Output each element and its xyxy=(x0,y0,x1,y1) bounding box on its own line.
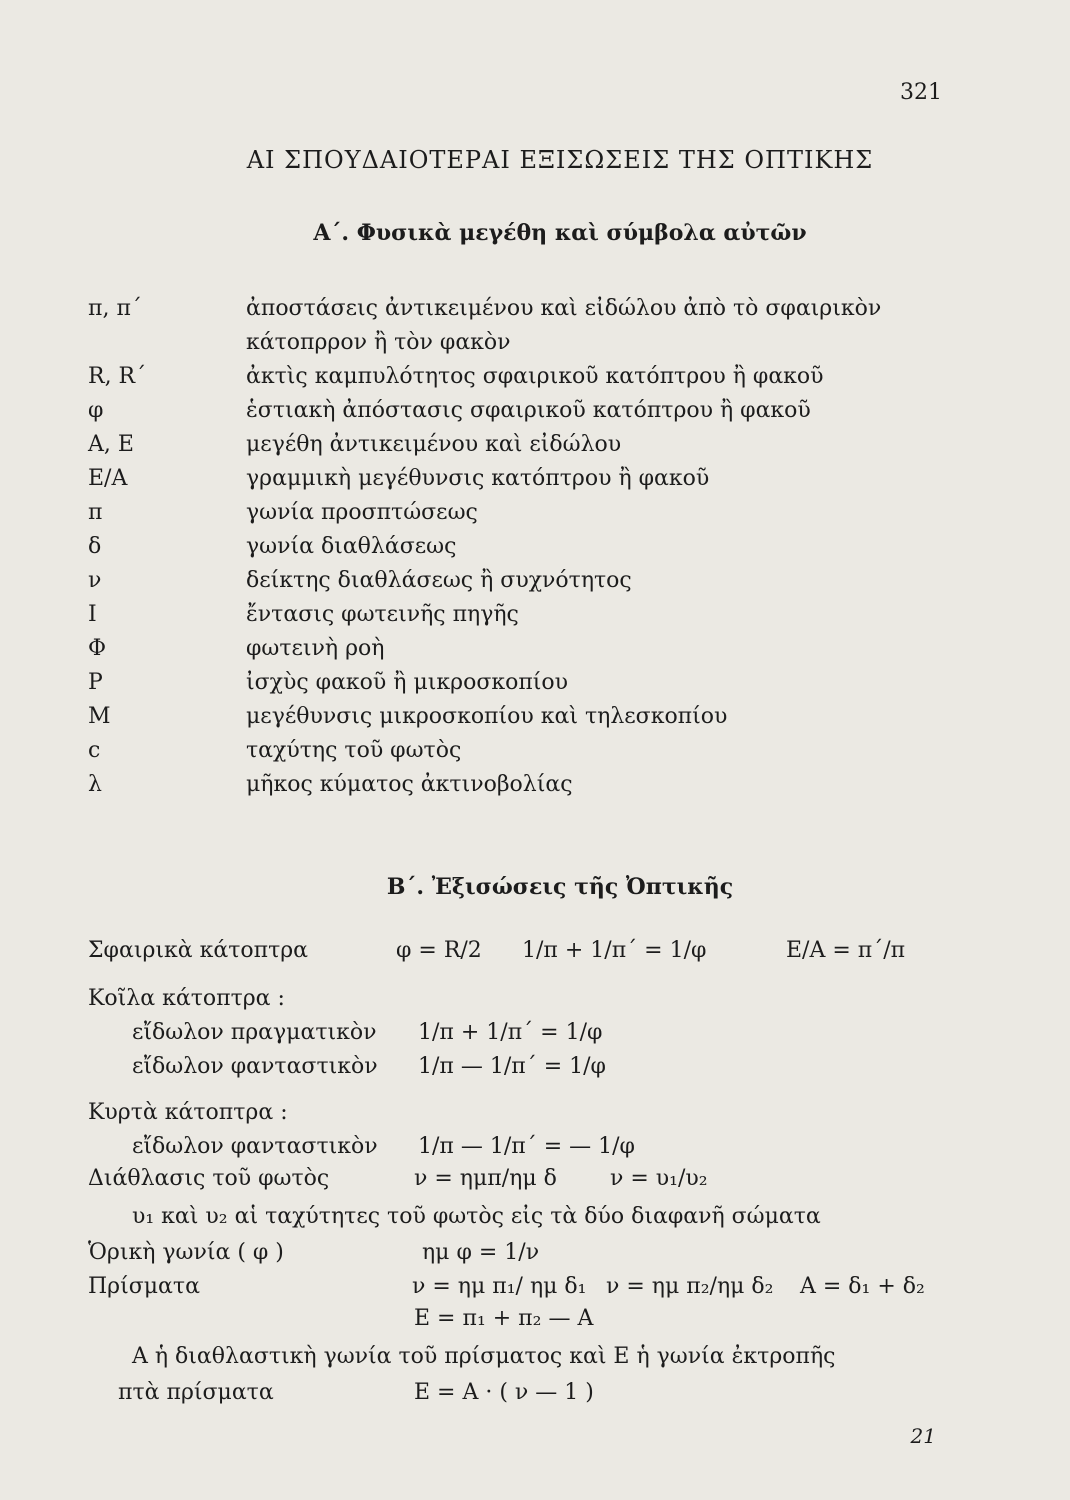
symbol-description: μεγέθη ἀντικειμένου καὶ εἰδώλου xyxy=(246,432,622,457)
refraction-eq1: ν = ημπ/ημ δ xyxy=(414,1166,557,1191)
symbol: δ xyxy=(88,534,102,559)
symbol-description: φωτεινὴ ροὴ xyxy=(246,636,385,661)
page-title: ΑΙ ΣΠΟΥΔΑΙΟΤΕΡΑΙ ΕΞΙΣΩΣΕΙΣ ΤΗΣ ΟΠΤΙΚΗΣ xyxy=(246,146,874,174)
symbol-description: γωνία προσπτώσεως xyxy=(246,500,478,525)
section-b-heading: Β΄. Ἐξισώσεις τῆς Ὀπτικῆς xyxy=(386,874,734,900)
symbol-description: ἑστιακὴ ἀπόστασις σφαιρικοῦ κατόπτρου ἢ φακοῦ xyxy=(246,398,811,423)
symbol: π, π΄ xyxy=(88,296,142,321)
footer-signature: 21 xyxy=(910,1424,936,1448)
symbol: c xyxy=(88,738,101,763)
symbol-description: γραμμικὴ μεγέθυνσις κατόπτρου ἢ φακοῦ xyxy=(246,466,710,491)
symbol: E/A xyxy=(88,466,128,491)
symbol: Φ xyxy=(88,636,107,661)
spherical-label: Σφαιρικὰ κάτοπτρα xyxy=(88,938,309,963)
symbol: π xyxy=(88,500,103,525)
prism-label: Πρίσματα xyxy=(88,1274,200,1299)
symbol-description: γωνία διαθλάσεως xyxy=(246,534,457,559)
convex-image-eq: 1/π — 1/π΄ = — 1/φ xyxy=(418,1134,635,1159)
symbol: ν xyxy=(88,568,102,593)
symbol-description: ἀκτὶς καμπυλότητος σφαιρικοῦ κατόπτρου ἢ φακοῦ xyxy=(246,364,824,389)
virtual-image-eq: 1/π — 1/π΄ = 1/φ xyxy=(418,1054,606,1079)
thin-prism-eq: E = A · ( ν — 1 ) xyxy=(414,1380,594,1405)
real-image-label: εἴδωλον πραγματικὸν xyxy=(132,1020,377,1045)
symbol: λ xyxy=(88,772,102,797)
real-image-eq: 1/π + 1/π΄ = 1/φ xyxy=(418,1020,603,1045)
page-number: 321 xyxy=(900,80,942,105)
refraction-label: Διάθλασις τοῦ φωτὸς xyxy=(88,1166,330,1191)
symbol: R, R΄ xyxy=(88,364,147,389)
prism-eq4: E = π₁ + π₂ — A xyxy=(414,1306,594,1331)
spherical-eq1: φ = R/2 xyxy=(396,938,482,963)
symbol-description: ἔντασις φωτεινῆς πηγῆς xyxy=(246,602,519,627)
prism-eq2: ν = ημ π₂/ημ δ₂ xyxy=(606,1274,774,1299)
prism-eq3: A = δ₁ + δ₂ xyxy=(800,1274,925,1299)
symbol: φ xyxy=(88,398,104,423)
spherical-eq2: 1/π + 1/π΄ = 1/φ xyxy=(522,938,707,963)
symbol: A, E xyxy=(88,432,134,457)
symbol-description: δείκτης διαθλάσεως ἢ συχνότητος xyxy=(246,568,632,593)
critical-label: Ὁρικὴ γωνία ( φ ) xyxy=(88,1240,284,1265)
prism-note: A ἡ διαθλαστικὴ γωνία τοῦ πρίσματος καὶ E ἡ γωνία ἐκτροπῆς xyxy=(132,1344,836,1369)
symbol: P xyxy=(88,670,103,695)
symbol-description: ταχύτης τοῦ φωτὸς xyxy=(246,738,462,763)
critical-eq: ημ φ = 1/ν xyxy=(422,1240,540,1265)
symbol: M xyxy=(88,704,111,729)
convex-label: Κυρτὰ κάτοπτρα : xyxy=(88,1100,288,1125)
concave-label: Κοῖλα κάτοπτρα : xyxy=(88,986,285,1011)
symbol-description: ἀποστάσεις ἀντικειμένου καὶ εἰδώλου ἀπὸ τὸ σφαιρικὸν xyxy=(246,296,882,321)
spherical-eq3: E/A = π΄/π xyxy=(786,938,906,963)
prism-eq1: ν = ημ π₁/ ημ δ₁ xyxy=(412,1274,587,1299)
virtual-image-label: εἴδωλον φανταστικὸν xyxy=(132,1054,378,1079)
symbol-description: μῆκος κύματος ἀκτινοβολίας xyxy=(246,772,573,797)
symbol-description: μεγέθυνσις μικροσκοπίου καὶ τηλεσκοπίου xyxy=(246,704,728,729)
section-a-heading: Α΄. Φυσικὰ μεγέθη καὶ σύμβολα αὐτῶν xyxy=(313,220,807,246)
thin-prism-label: πτὰ πρίσματα xyxy=(118,1380,274,1405)
symbol-description: κάτοπρρον ἢ τὸν φακὸν xyxy=(246,330,511,355)
refraction-note: υ₁ καὶ υ₂ αἱ ταχύτητες τοῦ φωτὸς εἰς τὰ δύο διαφανῆ σώματα xyxy=(132,1204,821,1229)
symbol: I xyxy=(88,602,97,627)
convex-image-label: εἴδωλον φανταστικὸν xyxy=(132,1134,378,1159)
refraction-eq2: ν = υ₁/υ₂ xyxy=(610,1166,708,1191)
symbol-description: ἰσχὺς φακοῦ ἢ μικροσκοπίου xyxy=(246,670,569,695)
